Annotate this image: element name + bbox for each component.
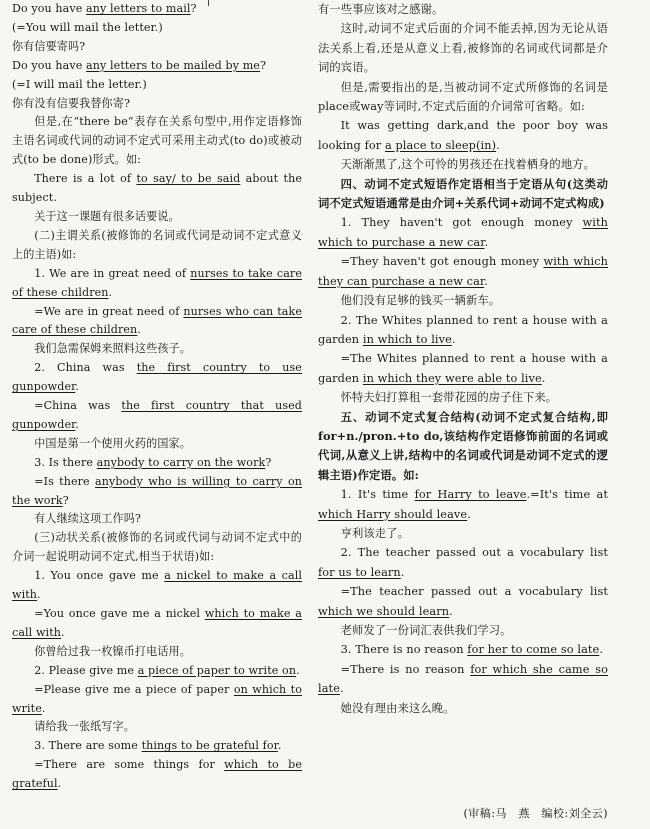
text-segment: 你有信要寄吗? [12, 39, 86, 53]
paragraph [12, 95, 302, 114]
text-segment: 1. They haven't got enough money [340, 216, 583, 230]
text-segment: . [75, 380, 79, 394]
paragraph [12, 57, 302, 76]
paragraph [318, 543, 608, 582]
text-segment: 怀特夫妇打算租一套带花园的房子住下来。 [340, 391, 558, 405]
paragraph [318, 485, 608, 524]
paragraph [12, 38, 302, 57]
text-segment: (=You will mail the letter.) [12, 20, 163, 34]
text-segment: 但是,在“there be”表存在关系句型中,用作定语修饰主语名词或代词的动词不定式可采用主动式(to do)或被动式(to be done)形式。如: [12, 115, 302, 167]
paragraph [12, 605, 302, 643]
paragraph [318, 116, 608, 155]
text-segment: . [451, 332, 456, 346]
paragraph [12, 567, 302, 605]
paragraph [318, 155, 608, 174]
paragraph [318, 0, 608, 19]
paragraph [318, 175, 608, 214]
underlined-phrase: nurses to take care of these children [12, 266, 302, 299]
paragraph [318, 640, 608, 659]
text-segment: 2. The teacher passed out a vocabulary list [340, 546, 608, 560]
underlined-phrase: anybody to carry on the work [96, 455, 266, 469]
text-segment: Do you have [12, 58, 87, 72]
paragraph [12, 510, 302, 529]
text-segment: 她没有理由来这么晚。 [340, 701, 455, 715]
paragraph [12, 19, 302, 38]
text-segment: 3. There are some [34, 739, 142, 753]
paragraph [12, 718, 302, 737]
text-segment: =They haven't got enough money [340, 255, 544, 269]
underlined-phrase: with which to purchase a new car [318, 216, 608, 249]
underlined-phrase: a nickel to make a call with [12, 569, 302, 602]
text-segment: 关于这一课题有很多话要说。 [34, 209, 180, 223]
text-segment: 天渐渐黑了,这个可怜的男孩还在找着栖身的地方。 [340, 158, 596, 172]
text-segment: =There is no reason [340, 662, 471, 676]
underlined-phrase: to say/ to be said [136, 172, 241, 186]
underlined-phrase: with which they can purchase a new car [318, 255, 608, 288]
text-segment: . [541, 371, 546, 385]
text-segment: Do you have [12, 2, 87, 15]
text-segment: 中国是第一个使用火药的国家。 [34, 436, 191, 450]
paragraph [318, 78, 608, 117]
text-segment: 1. You once gave me [34, 569, 165, 583]
text-segment: 亨利该走了。 [340, 526, 409, 540]
text-segment: . [599, 643, 604, 657]
text-segment: . [137, 323, 141, 337]
paragraph [318, 252, 608, 291]
paragraph [318, 524, 608, 543]
underlined-phrase: which to be grateful [12, 758, 302, 791]
text-segment: 2. China was [34, 361, 137, 375]
text-segment: 你有没有信要我替你寄? [12, 96, 130, 110]
paragraph [12, 454, 302, 473]
underlined-phrase: which Harry should leave [318, 507, 468, 521]
paragraph [318, 660, 608, 699]
text-segment: There is a lot of [34, 172, 137, 186]
text-segment: =The Whites planned to rent a house with a garden [318, 352, 608, 385]
underlined-phrase: on which to write [12, 682, 302, 715]
text-segment: 这时,动词不定式后面的介词不能丢掉,因为无论从语法关系上看,还是从意义上看,被修饰的名词或代词都是介词的宾语。 [318, 22, 608, 75]
text-segment: . [61, 625, 65, 639]
paragraph [318, 388, 608, 407]
text-segment: 请给我一张纸写字。 [34, 720, 135, 734]
text-segment: .=It's time at [526, 488, 608, 502]
paragraph [12, 76, 302, 95]
paragraph [12, 340, 302, 359]
text-segment: =China was [34, 399, 122, 413]
underlined-phrase: in which to live [362, 332, 452, 346]
text-segment: =Is there [34, 474, 96, 488]
underlined-phrase: the first country that used gunpowder [12, 399, 302, 431]
text-segment: =There are some things for [34, 758, 225, 772]
text-segment: . [484, 274, 488, 288]
paragraph [12, 208, 302, 227]
underlined-phrase: any letters to mail [86, 2, 191, 15]
text-segment: 老师发了一份词汇表供我们学习。 [340, 624, 512, 637]
underlined-phrase: for us to learn [318, 565, 401, 579]
paragraph [318, 699, 608, 718]
underlined-phrase: the first country to use gunpowder [12, 361, 302, 394]
paragraph [12, 227, 302, 265]
text-segment: . [496, 138, 500, 152]
underlined-phrase: anybody who is willing to carry on the work [12, 474, 302, 507]
underlined-phrase: a place to sleep(in) [384, 138, 497, 152]
text-segment: 有一些事应该对之感谢。 [318, 3, 444, 16]
text-segment: 1. We are in great need of [34, 266, 191, 280]
paragraph [12, 170, 302, 208]
paragraph [318, 621, 608, 640]
paragraph [12, 435, 302, 454]
paragraph [318, 311, 608, 350]
footer-credits: (审稿:马 燕 编校:刘全云) [463, 807, 608, 820]
text-segment: . [75, 417, 79, 431]
text-segment: . [108, 285, 113, 299]
underlined-phrase: for which she came so late [318, 662, 609, 696]
paragraph [12, 397, 302, 435]
paragraph [318, 582, 608, 621]
text-segment: . [484, 235, 489, 249]
text-segment: 但是,需要指出的是,当被动词不定式所修饰的名词是place或way等词时,不定式后面的介词常可省略。如: [318, 80, 608, 114]
paragraph [12, 0, 302, 19]
paragraph [12, 737, 302, 756]
text-segment: It was getting dark,and the poor boy was looking for [318, 119, 608, 152]
text-segment: 五、动词不定式复合结构(动词不定式复合结构,即for+n./pron.+to do,该结构作定语修饰前面的名词或代词,从意义上讲,结构中的名词或代词是动词不定式的逻辑主语)作定语。如: [318, 409, 608, 482]
text-segment: 你曾给过我一枚镍币打电话用。 [34, 644, 191, 658]
paragraph [318, 19, 608, 77]
paragraph [12, 359, 302, 397]
right-column [318, 0, 608, 718]
paragraph [12, 473, 302, 511]
text-segment: 四、动词不定式短语作定语相当于定语从句(这类动词不定式短语通常是由介词+关系代词+动词不定式构成) [318, 176, 608, 211]
text-segment: 有人继续这项工作吗? [34, 512, 141, 526]
paragraph [12, 643, 302, 662]
left-column [12, 0, 302, 794]
underlined-phrase: for Harry to leave [414, 488, 527, 502]
text-segment: (三)动状关系(被修饰的名词或代词与动词不定式中的介词一起说明动词不定式,相当于状语)如: [12, 531, 302, 564]
paragraph [318, 349, 608, 388]
text-segment: 3. There is no reason [340, 643, 468, 657]
text-segment: ? [62, 493, 69, 507]
text-segment: =You once gave me a nickel [34, 607, 205, 620]
text-segment: 我们急需保姆来照料这些孩子。 [34, 342, 191, 356]
text-segment: =Please give me a piece of paper [34, 682, 234, 696]
text-segment: about the subject. [12, 172, 302, 205]
underlined-phrase: for her to come so late [467, 643, 600, 657]
text-segment: . [449, 604, 453, 618]
text-segment: 他们没有足够的钱买一辆新车。 [340, 294, 501, 308]
text-segment: ? [190, 2, 197, 15]
text-segment: =We are in great need of [34, 304, 184, 318]
underlined-phrase: nurses who can take care of these children [12, 304, 302, 337]
text-segment: 3. Is there [34, 455, 97, 469]
underlined-phrase: which we should learn [318, 604, 450, 618]
text-segment: ? [259, 58, 267, 72]
text-segment: (二)主谓关系(被修饰的名词或代词是动词不定式意义上的主语)如: [12, 228, 302, 261]
text-segment: . [339, 682, 344, 696]
underlined-phrase: things to be grateful for [141, 739, 278, 753]
underlined-phrase: in which they were able to live [362, 371, 542, 385]
text-segment: 2. The Whites planned to rent a house with a garden [318, 313, 608, 346]
paragraph [12, 662, 302, 681]
paragraph [318, 408, 608, 486]
text-segment: . [296, 663, 300, 677]
text-segment: . [277, 739, 282, 753]
paragraph [12, 756, 302, 794]
underlined-phrase: a piece of paper to write on [137, 663, 297, 677]
text-segment: . [467, 507, 471, 521]
text-segment: (=I will mail the letter.) [12, 77, 147, 91]
paragraph [12, 113, 302, 170]
paragraph [12, 681, 302, 719]
text-segment: ? [265, 455, 272, 469]
text-segment: 1. It's time [340, 488, 415, 502]
text-segment: . [57, 777, 62, 791]
paragraph [318, 213, 608, 252]
text-segment: . [400, 565, 405, 579]
paragraph [12, 529, 302, 567]
underlined-phrase: which to make a call with [12, 607, 302, 639]
paragraph [12, 265, 302, 303]
text-segment: 2. Please give me [34, 663, 138, 677]
text-segment: =The teacher passed out a vocabulary list [340, 585, 608, 599]
underlined-phrase: any letters to be mailed by me [86, 58, 260, 72]
paragraph [12, 303, 302, 341]
text-segment: . [41, 701, 46, 715]
text-segment: . [37, 588, 41, 602]
paragraph [318, 291, 608, 310]
